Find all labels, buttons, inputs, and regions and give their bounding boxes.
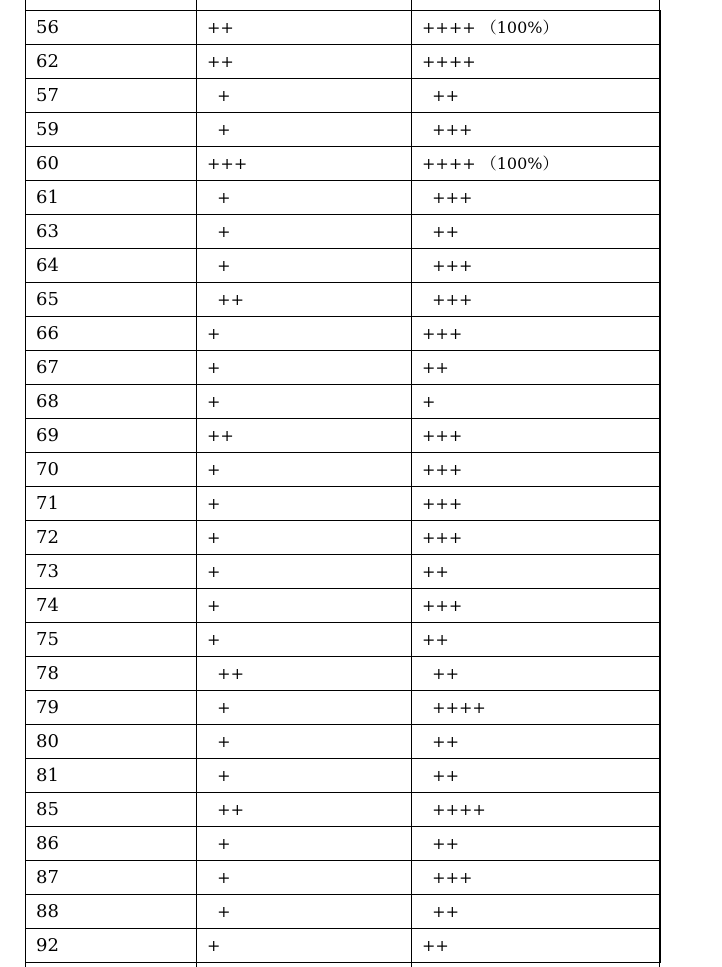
table-row: [26, 487, 661, 521]
compound-id-cell: 60: [26, 147, 197, 181]
activity-cell-1: +: [197, 113, 412, 147]
compound-id-cell: 57: [26, 79, 197, 113]
compound-id-cell: 71: [26, 487, 197, 521]
activity-cell-2: +++: [412, 521, 661, 555]
table-row: [26, 691, 661, 725]
results-table: [25, 10, 661, 963]
activity-cell-1: +: [197, 725, 412, 759]
activity-cell-2: +++: [412, 113, 661, 147]
activity-cell-1: ++: [197, 419, 412, 453]
activity-cell-1: +: [197, 691, 412, 725]
activity-cell-2: +++: [412, 453, 661, 487]
table-row: [26, 555, 661, 589]
compound-id-cell: 66: [26, 317, 197, 351]
table-row: [26, 11, 661, 45]
table-body: [26, 11, 661, 963]
activity-cell-2: ++: [412, 657, 661, 691]
compound-id-cell: 72: [26, 521, 197, 555]
activity-cell-2: ++++ （100%）: [412, 147, 661, 181]
table-row: [26, 113, 661, 147]
activity-cell-1: +: [197, 759, 412, 793]
activity-cell-1: ++: [197, 283, 412, 317]
activity-cell-2: +++: [412, 317, 661, 351]
table-row: [26, 249, 661, 283]
compound-id-cell: 70: [26, 453, 197, 487]
table-row: [26, 385, 661, 419]
compound-id-cell: 62: [26, 45, 197, 79]
activity-cell-2: +++: [412, 589, 661, 623]
activity-cell-2: +++: [412, 419, 661, 453]
activity-cell-1: +: [197, 385, 412, 419]
table-row: [26, 827, 661, 861]
activity-cell-2: +++: [412, 861, 661, 895]
compound-id-cell: 63: [26, 215, 197, 249]
table-row: [26, 623, 661, 657]
table-row: [26, 147, 661, 181]
table-row: [26, 45, 661, 79]
activity-cell-1: ++: [197, 793, 412, 827]
activity-cell-1: +: [197, 521, 412, 555]
table-row: [26, 79, 661, 113]
activity-cell-1: +: [197, 555, 412, 589]
compound-id-cell: 64: [26, 249, 197, 283]
activity-cell-1: ++: [197, 11, 412, 45]
activity-cell-1: +++: [197, 147, 412, 181]
table-row: [26, 283, 661, 317]
activity-cell-2: +++: [412, 283, 661, 317]
compound-id-cell: 65: [26, 283, 197, 317]
activity-cell-1: +: [197, 623, 412, 657]
compound-id-cell: 88: [26, 895, 197, 929]
activity-cell-1: +: [197, 487, 412, 521]
table-row: [26, 181, 661, 215]
activity-cell-2: +++: [412, 249, 661, 283]
activity-cell-1: +: [197, 827, 412, 861]
activity-cell-1: ++: [197, 657, 412, 691]
compound-id-cell: 56: [26, 11, 197, 45]
activity-cell-2: ++: [412, 759, 661, 793]
activity-cell-1: +: [197, 589, 412, 623]
activity-cell-1: +: [197, 79, 412, 113]
activity-cell-2: +++: [412, 181, 661, 215]
table-row: [26, 657, 661, 691]
activity-cell-2: ++: [412, 623, 661, 657]
compound-id-cell: 75: [26, 623, 197, 657]
compound-id-cell: 59: [26, 113, 197, 147]
activity-cell-2: ++++: [412, 691, 661, 725]
table-row: [26, 215, 661, 249]
activity-cell-1: ++: [197, 45, 412, 79]
activity-cell-1: +: [197, 181, 412, 215]
compound-id-cell: 74: [26, 589, 197, 623]
activity-cell-2: ++: [412, 555, 661, 589]
compound-id-cell: 92: [26, 929, 197, 963]
activity-cell-1: +: [197, 453, 412, 487]
compound-id-cell: 79: [26, 691, 197, 725]
activity-cell-1: +: [197, 351, 412, 385]
table-row: [26, 317, 661, 351]
table-row: [26, 521, 661, 555]
compound-id-cell: 86: [26, 827, 197, 861]
activity-cell-2: ++: [412, 725, 661, 759]
compound-id-cell: 87: [26, 861, 197, 895]
activity-cell-2: +: [412, 385, 661, 419]
table-row: [26, 725, 661, 759]
table-row: [26, 861, 661, 895]
table-row: [26, 589, 661, 623]
compound-id-cell: 85: [26, 793, 197, 827]
compound-id-cell: 73: [26, 555, 197, 589]
activity-cell-2: +++: [412, 487, 661, 521]
compound-id-cell: 69: [26, 419, 197, 453]
activity-cell-2: ++++: [412, 45, 661, 79]
table-row: [26, 895, 661, 929]
compound-id-cell: 81: [26, 759, 197, 793]
activity-cell-1: +: [197, 895, 412, 929]
table-row: [26, 929, 661, 963]
activity-cell-1: +: [197, 317, 412, 351]
activity-cell-2: ++: [412, 827, 661, 861]
compound-id-cell: 61: [26, 181, 197, 215]
activity-cell-2: ++: [412, 215, 661, 249]
table-row: [26, 759, 661, 793]
activity-cell-2: ++: [412, 929, 661, 963]
activity-cell-1: +: [197, 249, 412, 283]
compound-id-cell: 68: [26, 385, 197, 419]
activity-cell-2: ++: [412, 351, 661, 385]
table-row: [26, 419, 661, 453]
compound-id-cell: 67: [26, 351, 197, 385]
compound-id-cell: 78: [26, 657, 197, 691]
activity-cell-2: ++: [412, 79, 661, 113]
activity-cell-2: ++: [412, 895, 661, 929]
compound-id-cell: 80: [26, 725, 197, 759]
activity-cell-1: +: [197, 929, 412, 963]
table-row: [26, 453, 661, 487]
table-row: [26, 351, 661, 385]
activity-cell-1: +: [197, 215, 412, 249]
activity-cell-1: +: [197, 861, 412, 895]
activity-cell-2: ++++: [412, 793, 661, 827]
activity-cell-2: ++++ （100%）: [412, 11, 661, 45]
table-row: [26, 793, 661, 827]
